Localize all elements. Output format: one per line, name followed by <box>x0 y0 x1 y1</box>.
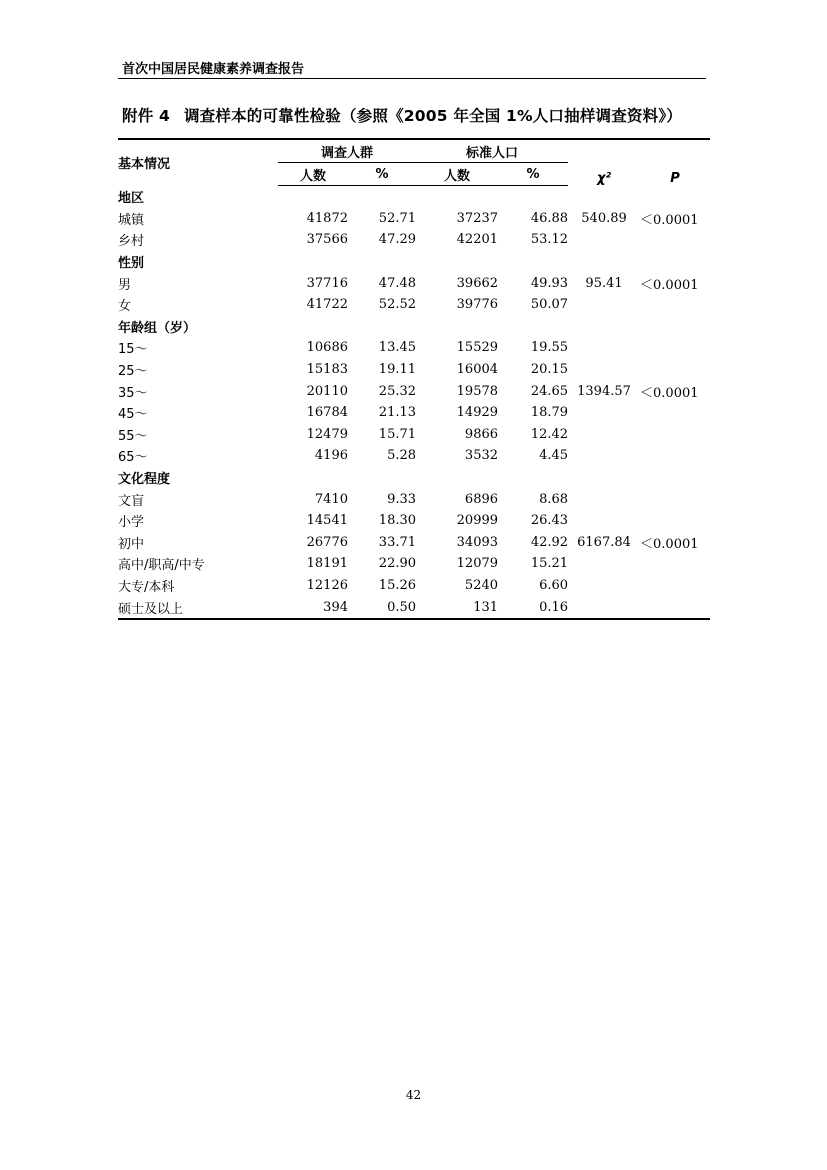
standard-percent: 26.43 <box>530 513 569 529</box>
row-label: 文盲 <box>118 493 145 509</box>
row-label: 大专/本科 <box>118 579 175 595</box>
survey-count: 41722 <box>306 297 348 313</box>
standard-pct-header: % <box>498 163 568 186</box>
standard-percent: 0.16 <box>539 599 569 615</box>
survey-percent: 5.28 <box>387 448 417 464</box>
reliability-table <box>118 138 710 620</box>
section-header-row <box>118 251 710 273</box>
standard-percent: 15.21 <box>530 556 569 572</box>
survey-count: 10686 <box>306 340 348 356</box>
row-label: 15～ <box>118 342 148 358</box>
row-label: 女 <box>118 299 132 315</box>
standard-count: 15529 <box>456 340 499 356</box>
survey-percent: 21.13 <box>378 405 417 421</box>
empty-cell <box>498 251 568 273</box>
survey-count: 7410 <box>314 491 348 507</box>
survey-count: 16784 <box>306 405 348 421</box>
empty-cell <box>416 316 498 338</box>
empty-cell <box>278 467 348 489</box>
standard-count: 34093 <box>456 534 499 550</box>
standard-count: 39776 <box>456 297 499 313</box>
row-label: 65～ <box>118 450 148 466</box>
row-label: 高中/职高/中专 <box>118 558 205 574</box>
standard-count: 37237 <box>456 210 499 226</box>
row-label: 55～ <box>118 428 148 444</box>
standard-count: 20999 <box>456 513 499 529</box>
standard-count: 19578 <box>456 383 499 399</box>
survey-percent: 33.71 <box>378 534 417 550</box>
empty-cell <box>416 186 498 208</box>
chi-square-value: 1394.57 <box>577 383 631 399</box>
standard-percent: 46.88 <box>530 210 569 226</box>
standard-percent: 20.15 <box>530 362 569 378</box>
empty-cell <box>278 251 348 273</box>
chi-square-header: χ² <box>596 170 612 186</box>
survey-count: 12479 <box>306 426 348 442</box>
standard-percent: 53.12 <box>530 232 569 248</box>
p-value: ＜0.0001 <box>640 277 699 293</box>
caption-text: 调查样本的可靠性检验（参照《2005 年全国 1%人口抽样调查资料》） <box>183 107 682 125</box>
group-standard-header: 标准人口 <box>416 139 568 163</box>
row-label: 城镇 <box>118 212 145 228</box>
survey-count: 37716 <box>306 275 348 291</box>
group-survey-header: 调查人群 <box>278 139 416 163</box>
chi-square-value: 6167.84 <box>577 534 631 550</box>
survey-percent: 15.26 <box>378 577 417 593</box>
standard-percent: 24.65 <box>530 383 569 399</box>
table-caption <box>122 104 682 126</box>
survey-count: 15183 <box>306 362 348 378</box>
empty-cell <box>498 467 568 489</box>
standard-percent: 42.92 <box>530 534 569 550</box>
empty-cell <box>416 467 498 489</box>
row-header: 基本情况 <box>118 157 171 173</box>
row-label: 45～ <box>118 407 148 423</box>
survey-percent: 0.50 <box>387 599 417 615</box>
chi-square-value: 95.41 <box>585 275 623 291</box>
caption-number: 附件 4 <box>122 107 170 125</box>
empty-cell <box>348 316 416 338</box>
section-name: 年龄组（岁） <box>118 320 197 336</box>
standard-count: 39662 <box>456 275 499 291</box>
empty-cell <box>348 186 416 208</box>
row-label: 25～ <box>118 364 148 380</box>
survey-count: 14541 <box>306 513 348 529</box>
standard-count: 5240 <box>464 577 499 593</box>
empty-cell <box>416 251 498 273</box>
p-value-header: P <box>670 170 680 186</box>
survey-percent: 25.32 <box>378 383 417 399</box>
p-value: ＜0.0001 <box>640 385 699 401</box>
section-name: 地区 <box>118 191 145 207</box>
section-header-row <box>118 467 710 489</box>
standard-percent: 18.79 <box>530 405 569 421</box>
chi-square-value: 540.89 <box>581 210 627 226</box>
standard-count: 42201 <box>456 232 499 248</box>
survey-percent: 9.33 <box>387 491 417 507</box>
report-header-title: 首次中国居民健康素养调查报告 <box>122 62 305 77</box>
empty-cell <box>278 316 348 338</box>
survey-percent: 18.30 <box>378 513 417 529</box>
empty-cell <box>348 251 416 273</box>
survey-percent: 15.71 <box>378 426 417 442</box>
empty-cell <box>498 186 568 208</box>
standard-percent: 6.60 <box>539 577 569 593</box>
standard-percent: 50.07 <box>530 297 569 313</box>
table-body <box>118 186 710 619</box>
survey-percent: 47.48 <box>378 275 417 291</box>
standard-percent: 4.45 <box>539 448 569 464</box>
standard-percent: 49.93 <box>530 275 569 291</box>
survey-pct-header: % <box>348 163 416 186</box>
survey-percent: 52.52 <box>378 297 417 313</box>
survey-count: 4196 <box>314 448 348 464</box>
row-label: 男 <box>118 277 132 293</box>
standard-count: 12079 <box>456 556 499 572</box>
page-number: 42 <box>405 1088 422 1102</box>
survey-count: 18191 <box>306 556 348 572</box>
header-rule <box>118 78 706 79</box>
row-label: 乡村 <box>118 234 145 250</box>
p-value: ＜0.0001 <box>640 212 699 228</box>
row-label: 35～ <box>118 385 148 401</box>
survey-count: 12126 <box>306 577 348 593</box>
standard-count: 16004 <box>456 362 499 378</box>
row-label: 硕士及以上 <box>118 601 184 617</box>
standard-count-header: 人数 <box>416 163 498 186</box>
empty-cell <box>348 467 416 489</box>
survey-count: 41872 <box>306 210 348 226</box>
survey-percent: 52.71 <box>378 210 417 226</box>
survey-percent: 13.45 <box>378 340 417 356</box>
section-header-row <box>118 316 710 338</box>
survey-count-header: 人数 <box>278 163 348 186</box>
section-name: 文化程度 <box>118 472 171 488</box>
empty-cell <box>498 316 568 338</box>
row-label: 小学 <box>118 515 145 531</box>
p-value: ＜0.0001 <box>640 536 699 552</box>
survey-count: 26776 <box>306 534 348 550</box>
survey-percent: 22.90 <box>378 556 417 572</box>
standard-count: 3532 <box>464 448 499 464</box>
standard-percent: 12.42 <box>530 426 569 442</box>
survey-percent: 19.11 <box>378 362 417 378</box>
survey-count: 20110 <box>306 383 348 399</box>
standard-percent: 8.68 <box>539 491 569 507</box>
survey-percent: 47.29 <box>378 232 417 248</box>
survey-count: 37566 <box>306 232 348 248</box>
section-header-row <box>118 186 710 208</box>
standard-count: 6896 <box>464 491 499 507</box>
standard-percent: 19.55 <box>530 340 569 356</box>
survey-count: 394 <box>323 599 348 615</box>
row-label: 初中 <box>118 536 145 552</box>
section-name: 性别 <box>118 256 145 272</box>
standard-count: 9866 <box>464 426 499 442</box>
empty-cell <box>278 186 348 208</box>
standard-count: 14929 <box>456 405 499 421</box>
standard-count: 131 <box>473 599 499 615</box>
